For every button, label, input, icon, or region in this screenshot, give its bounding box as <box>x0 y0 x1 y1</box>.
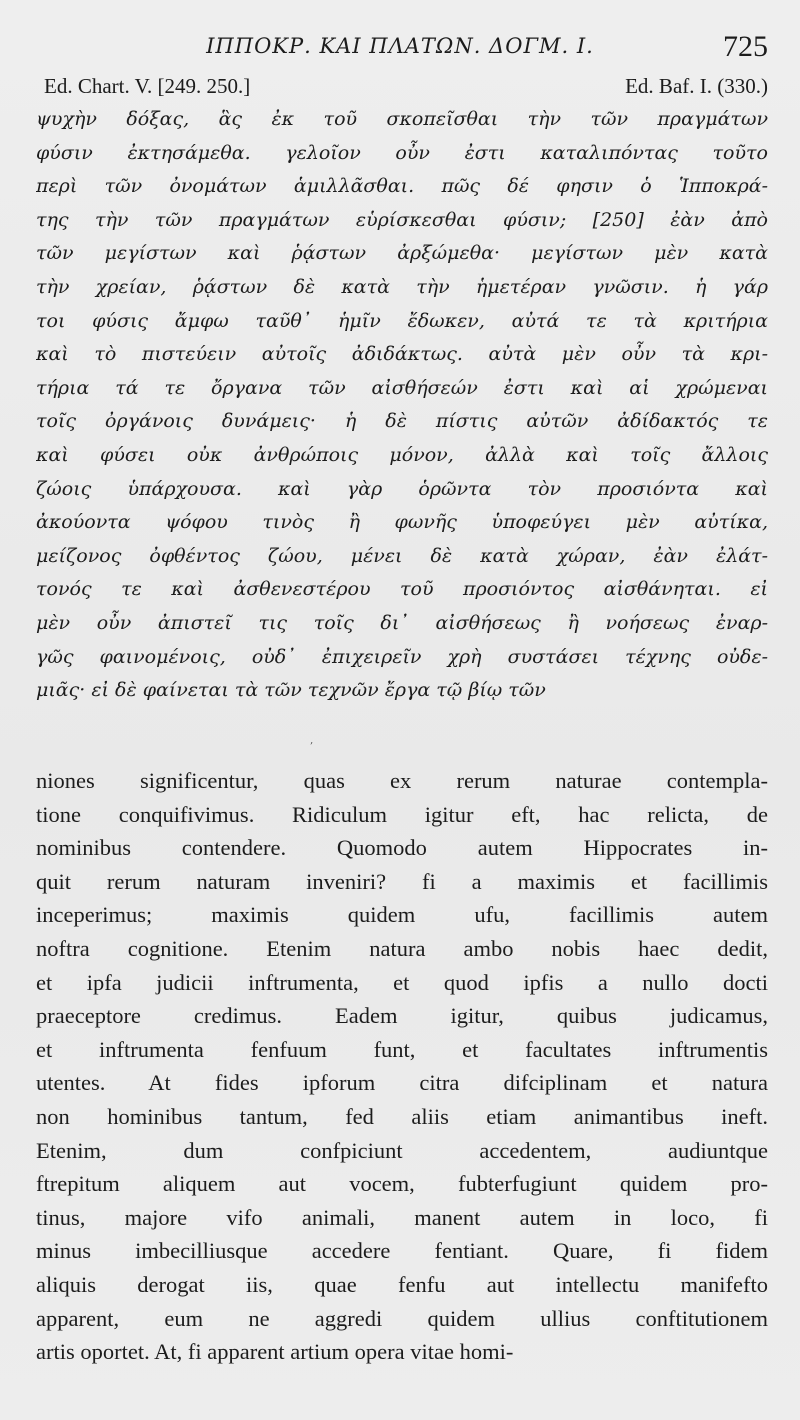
greek-text-line: μιᾶς· εἰ δὲ φαίνεται τὰ τῶν τεχνῶν ἔργα τῷ βίῳ τῶν <box>36 679 546 702</box>
latin-text-line: noftra cognitione. Etenim natura ambo nobis haec dedit, <box>36 935 768 961</box>
latin-text-line: tinus, majore vifo animali, manent autem in loco, fi <box>36 1204 768 1230</box>
latin-text-line: et inftrumenta fenfuum funt, et facultates inftrumentis <box>36 1036 768 1062</box>
latin-text-line: apparent, eum ne aggredi quidem ullius conftitutionem <box>36 1305 768 1331</box>
latin-text-line: minus imbecilliusque accedere fentiant. Quare, fi fidem <box>36 1238 768 1264</box>
latin-text-line: Etenim, dum confpiciunt accedentem, audiuntque <box>36 1137 768 1163</box>
latin-text-line: et ipfa judicii inftrumenta, et quod ipfis a nullo docti <box>36 969 768 995</box>
greek-text-line: φύσιν ἐκτησάμεθα. γελοῖον οὖν ἐστι καταλιπόντας τοῦτο <box>36 141 768 164</box>
greek-text-line: καὶ τὸ πιστεύειν αὐτοῖς ἀδιδάκτως. αὐτὰ μὲν οὖν τὰ κρι- <box>36 343 768 366</box>
greek-text-line: τοῖς ὀργάνοις δυνάμεις· ἡ δὲ πίστις αὐτῶν ἀδίδακτός τε <box>36 410 768 433</box>
latin-text-line: ftrepitum aliquem aut vocem, fubterfugiunt quidem pro- <box>36 1171 768 1197</box>
edition-basel: Ed. Baf. I. (330.) <box>625 74 768 98</box>
column-divider-mark: ‚ <box>310 735 314 746</box>
latin-text-line: quit rerum naturam inveniri? fi a maximis et facillimis <box>36 868 768 894</box>
greek-text-line: περὶ τῶν ὀνομάτων ἁμιλλᾶσθαι. πῶς δέ φησιν ὁ Ἱπποκρά- <box>36 175 768 198</box>
greek-text-line: μείζονος ὀφθέντος ζώου, μένει δὲ κατὰ χώραν, ἐὰν ἐλάτ- <box>36 544 768 567</box>
latin-text-line: niones significentur, quas ex rerum naturae contempla- <box>36 768 768 793</box>
page-header <box>0 30 800 70</box>
edition-references <box>44 74 768 100</box>
latin-text-line: praeceptore credimus. Eadem igitur, quibus judicamus, <box>36 1003 768 1029</box>
page-number: 725 <box>723 30 768 63</box>
greek-text-line: γῶς φαινομένοις, οὐδ᾽ ἐπιχειρεῖν χρὴ συστάσει τέχνης οὐδε- <box>36 645 768 668</box>
greek-text-line: της τὴν τῶν πραγμάτων εὑρίσκεσθαι φύσιν; [250] ἐὰν ἀπὸ <box>36 208 768 231</box>
greek-text-line: ψυχὴν δόξας, ἃς ἐκ τοῦ σκοπεῖσθαι τὴν τῶν πραγμάτων <box>36 108 768 130</box>
running-title: ΙΠΠΟΚΡ. ΚΑΙ ΠΛΑΤΩΝ. ΔΟΓΜ. Ι. <box>206 34 594 58</box>
greek-text-line: τήρια τά τε ὄργανα τῶν αἰσθήσεών ἐστι καὶ αἱ χρώμεναι <box>36 376 768 399</box>
greek-text-line: μὲν οὖν ἀπιστεῖ τις τοῖς δι᾽ αἰσθήσεως ἢ νοήσεως ἐναρ- <box>36 611 768 634</box>
greek-text-line: τονός τε καὶ ἀσθενεστέρου τοῦ προσιόντος αἰσθάνηται. εἰ <box>36 578 768 601</box>
latin-text-line: inceperimus; maximis quidem ufu, facillimis autem <box>36 902 768 928</box>
greek-text-block <box>36 103 768 708</box>
greek-text-line: ζώοις ὑπάρχουσα. καὶ γὰρ ὁρῶντα τὸν προσιόντα καὶ <box>36 477 768 500</box>
latin-text-line: non hominibus tantum, fed aliis etiam animantibus ineft. <box>36 1103 768 1129</box>
latin-text-block <box>36 764 768 1369</box>
latin-text-line: utentes. At fides ipforum citra difciplinam et natura <box>36 1070 768 1096</box>
greek-text-line: τῶν μεγίστων καὶ ῥᾴστων ἀρξώμεθα· μεγίστων μὲν κατὰ <box>36 242 768 265</box>
edition-chartier: Ed. Chart. V. [249. 250.] <box>44 74 251 98</box>
latin-text-line: artis oportet. At, fi apparent artium opera vitae homi- <box>36 1339 514 1365</box>
greek-text-line: καὶ φύσει οὐκ ἀνθρώποις μόνον, ἀλλὰ καὶ τοῖς ἄλλοις <box>36 443 768 466</box>
latin-text-line: tione conquifivimus. Ridiculum igitur eft, hac relicta, de <box>36 801 768 827</box>
greek-text-line: ἀκούοντα ψόφου τινὸς ἢ φωνῆς ὑποφεύγει μὲν αὐτίκα, <box>36 511 768 534</box>
latin-text-line: aliquis derogat iis, quae fenfu aut intellectu manifefto <box>36 1271 768 1297</box>
latin-text-line: nominibus contendere. Quomodo autem Hippocrates in- <box>36 835 768 861</box>
greek-text-line: τὴν χρείαν, ῥᾴστων δὲ κατὰ τὴν ἡμετέραν γνῶσιν. ἡ γάρ <box>36 275 768 298</box>
greek-text-line: τοι φύσις ἄμφω ταῦθ᾽ ἡμῖν ἔδωκεν, αὐτά τε τὰ κριτήρια <box>36 309 768 332</box>
